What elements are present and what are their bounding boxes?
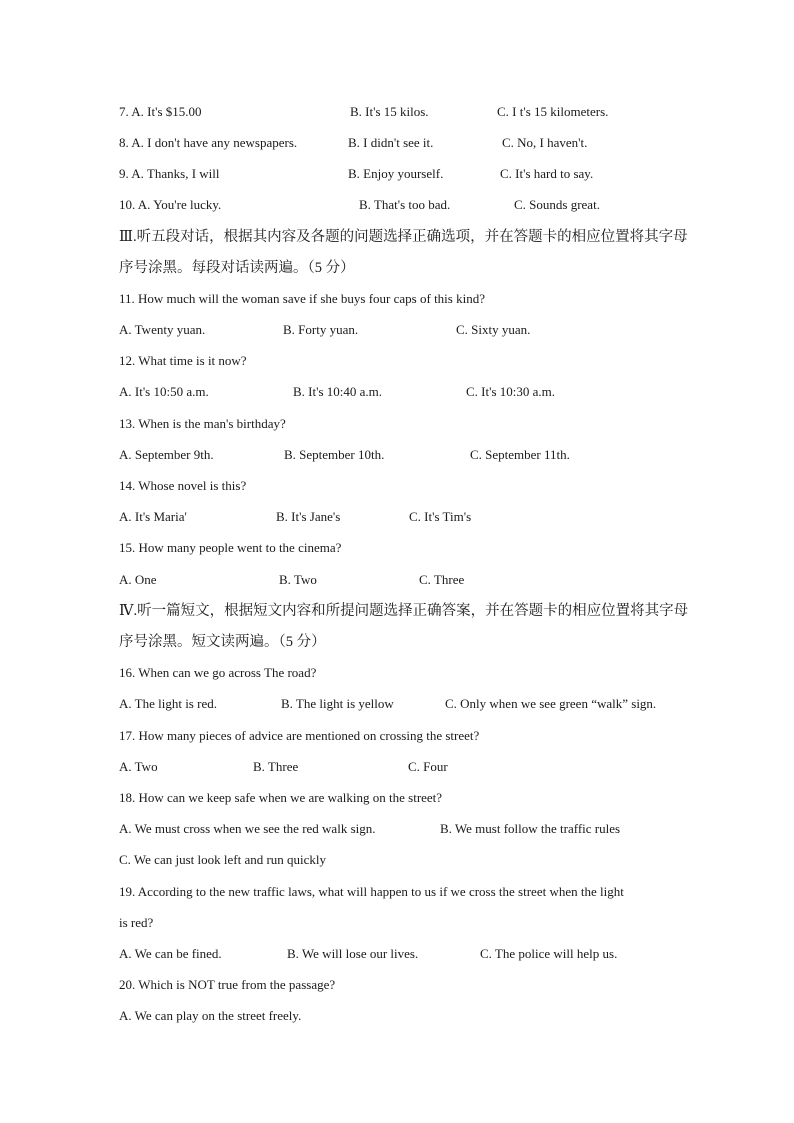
option-a: A. September 9th. [119, 447, 214, 462]
option-a: A. The light is red. [119, 696, 217, 711]
section-4-instructions-line-2: 序号涂黑。短文读两遍。（5 分） [119, 634, 326, 650]
option-b: B. It's Jane's [276, 509, 341, 524]
option-b: B. The light is yellow [281, 696, 394, 711]
option-a: A. It's Maria' [119, 509, 187, 524]
option-c: C. No, I haven't. [502, 135, 588, 150]
option-a: A. It's 10:50 a.m. [119, 384, 209, 399]
option-c: C. September 11th. [470, 447, 570, 462]
option-c: C. I t's 15 kilometers. [497, 104, 609, 119]
option-c: C. It's hard to say. [500, 166, 594, 181]
section-3-instructions-line-1: Ⅲ.听五段对话，根据其内容及各题的问题选择正确选项，并在答题卡的相应位置将其字母 [119, 229, 688, 245]
option-b: B. September 10th. [284, 447, 385, 462]
option-a: A. We must cross when we see the red walk sign. [119, 821, 376, 836]
option-a: A. Twenty yuan. [119, 322, 206, 337]
question-19-line-2: is red? [119, 915, 154, 930]
option-c: C. The police will help us. [480, 946, 618, 961]
option-a: A. We can be fined. [119, 946, 222, 961]
option-a: A. One [119, 572, 157, 587]
option-b: B. I didn't see it. [348, 135, 434, 150]
option-a: 7. A. It's $15.00 [119, 104, 202, 119]
section-4-instructions-line-1: Ⅳ.听一篇短文，根据短文内容和所提问题选择正确答案，并在答题卡的相应位置将其字母 [119, 603, 689, 619]
question-17: 17. How many pieces of advice are mentioned on crossing the street? [119, 728, 480, 743]
section-3-instructions-line-2: 序号涂黑。每段对话读两遍。（5 分） [119, 260, 355, 276]
question-12: 12. What time is it now? [119, 353, 247, 368]
question-14: 14. Whose novel is this? [119, 478, 247, 493]
option-c: C. Three [419, 572, 465, 587]
option-b: B. Two [279, 572, 317, 587]
option-c: C. Only when we see green “walk” sign. [445, 696, 657, 711]
question-20: 20. Which is NOT true from the passage? [119, 977, 336, 992]
option-b: B. We will lose our lives. [287, 946, 419, 961]
option-c: C. Four [408, 759, 448, 774]
option-a: 8. A. I don't have any newspapers. [119, 135, 298, 150]
option-c: C. Sixty yuan. [456, 322, 531, 337]
option-b: B. Enjoy yourself. [348, 166, 444, 181]
question-15: 15. How many people went to the cinema? [119, 540, 342, 555]
option-c: C. Sounds great. [514, 197, 600, 212]
question-11: 11. How much will the woman save if she buys four caps of this kind? [119, 291, 485, 306]
option-a: 9. A. Thanks, I will [119, 166, 220, 181]
option-c: C. It's 10:30 a.m. [466, 384, 556, 399]
question-13: 13. When is the man's birthday? [119, 416, 286, 431]
question-18: 18. How can we keep safe when we are walking on the street? [119, 790, 443, 805]
option-a: 10. A. You're lucky. [119, 197, 222, 212]
option-b: B. Three [253, 759, 299, 774]
option-c: C. It's Tim's [409, 509, 472, 524]
option-b: B. That's too bad. [359, 197, 451, 212]
option-a: A. Two [119, 759, 158, 774]
question-19-line-1: 19. According to the new traffic laws, what will happen to us if we cross the street when the light [119, 884, 624, 899]
option-b: B. It's 15 kilos. [350, 104, 429, 119]
option-b: B. We must follow the traffic rules [440, 821, 621, 836]
option-b: B. It's 10:40 a.m. [293, 384, 383, 399]
question-16: 16. When can we go across The road? [119, 665, 317, 680]
option-c: C. We can just look left and run quickly [119, 852, 327, 867]
option-b: B. Forty yuan. [283, 322, 359, 337]
option-a: A. We can play on the street freely. [119, 1008, 302, 1023]
